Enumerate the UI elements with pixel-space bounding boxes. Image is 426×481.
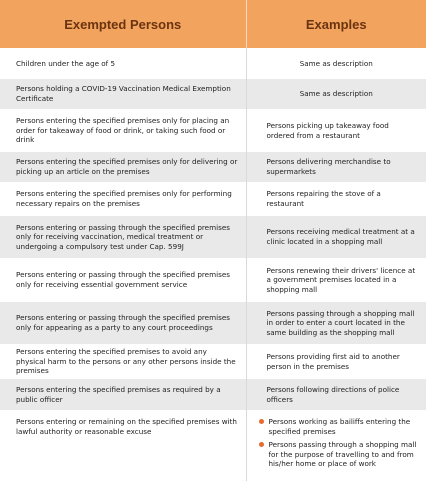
- table-row: [0, 183, 426, 216]
- example-cell: Same as description: [246, 79, 426, 110]
- header-examples: Examples: [246, 0, 426, 49]
- example-cell: Persons delivering merchandise to supermarkets: [246, 152, 426, 183]
- bullet-text: Persons passing through a shopping mall for the purpose of travelling to and from his/her home or place of work: [268, 440, 417, 469]
- list-item: [259, 417, 419, 436]
- example-cell: Persons providing first aid to another person in the premises: [246, 345, 426, 379]
- example-cell: Persons receiving medical treatment at a clinic located in a shopping mall: [246, 216, 426, 259]
- bullet-dot-icon: [259, 419, 264, 424]
- list-item: [259, 440, 419, 469]
- bullet-text: Persons working as bailiffs entering the specified premises: [268, 417, 411, 436]
- table-row: [0, 411, 426, 481]
- exempted-cell: Persons entering the specified premises only for delivering or picking up an article on the premises: [0, 152, 246, 183]
- exempted-cell: Persons entering or remaining on the specified premises with lawful authority or reasonable excuse: [0, 411, 246, 481]
- exempted-cell: Persons entering or passing through the specified premises only for receiving vaccination, medical treatment or undergoing a compulsory test under Cap. 599J: [0, 216, 246, 259]
- exempted-cell: Persons entering the specified premises only for performing necessary repairs on the premises: [0, 183, 246, 216]
- table-row: [0, 302, 426, 345]
- header-row: [0, 0, 426, 49]
- exempted-cell: Persons entering the specified premises only for placing an order for takeaway of food or drink, or taking such food or drink: [0, 110, 246, 152]
- example-cell: Persons repairing the stove of a restaurant: [246, 183, 426, 216]
- bullet-dot-icon: [259, 442, 264, 447]
- exempted-cell: Children under the age of 5: [0, 49, 246, 79]
- table-row: [0, 259, 426, 302]
- table-row: [0, 79, 426, 110]
- exempted-cell: Persons entering or passing through the specified premises only for receiving essential government service: [0, 259, 246, 302]
- table-row: [0, 152, 426, 183]
- example-bullet-list: [259, 417, 419, 469]
- header-exempted-persons: Exempted Persons: [0, 0, 246, 49]
- exempted-cell: Persons entering or passing through the specified premises only for appearing as a party to any court proceedings: [0, 302, 246, 345]
- example-cell: Same as description: [246, 49, 426, 79]
- exempted-cell: Persons holding a COVID-19 Vaccination Medical Exemption Certificate: [0, 79, 246, 110]
- table-row: [0, 379, 426, 411]
- example-cell: Persons following directions of police officers: [246, 379, 426, 411]
- table-row: [0, 345, 426, 379]
- example-cell: Persons renewing their drivers' licence at a government premises located in a shopping mall: [246, 259, 426, 302]
- example-cell: [246, 411, 426, 481]
- table-row: [0, 49, 426, 79]
- example-cell: Persons picking up takeaway food ordered from a restaurant: [246, 110, 426, 152]
- exempted-cell: Persons entering the specified premises to avoid any physical harm to the persons or any other persons inside the premises: [0, 345, 246, 379]
- example-cell: Persons passing through a shopping mall in order to enter a court located in the same building as the shopping mall: [246, 302, 426, 345]
- table-row: [0, 110, 426, 152]
- exempted-cell: Persons entering the specified premises as required by a public officer: [0, 379, 246, 411]
- table-row: [0, 216, 426, 259]
